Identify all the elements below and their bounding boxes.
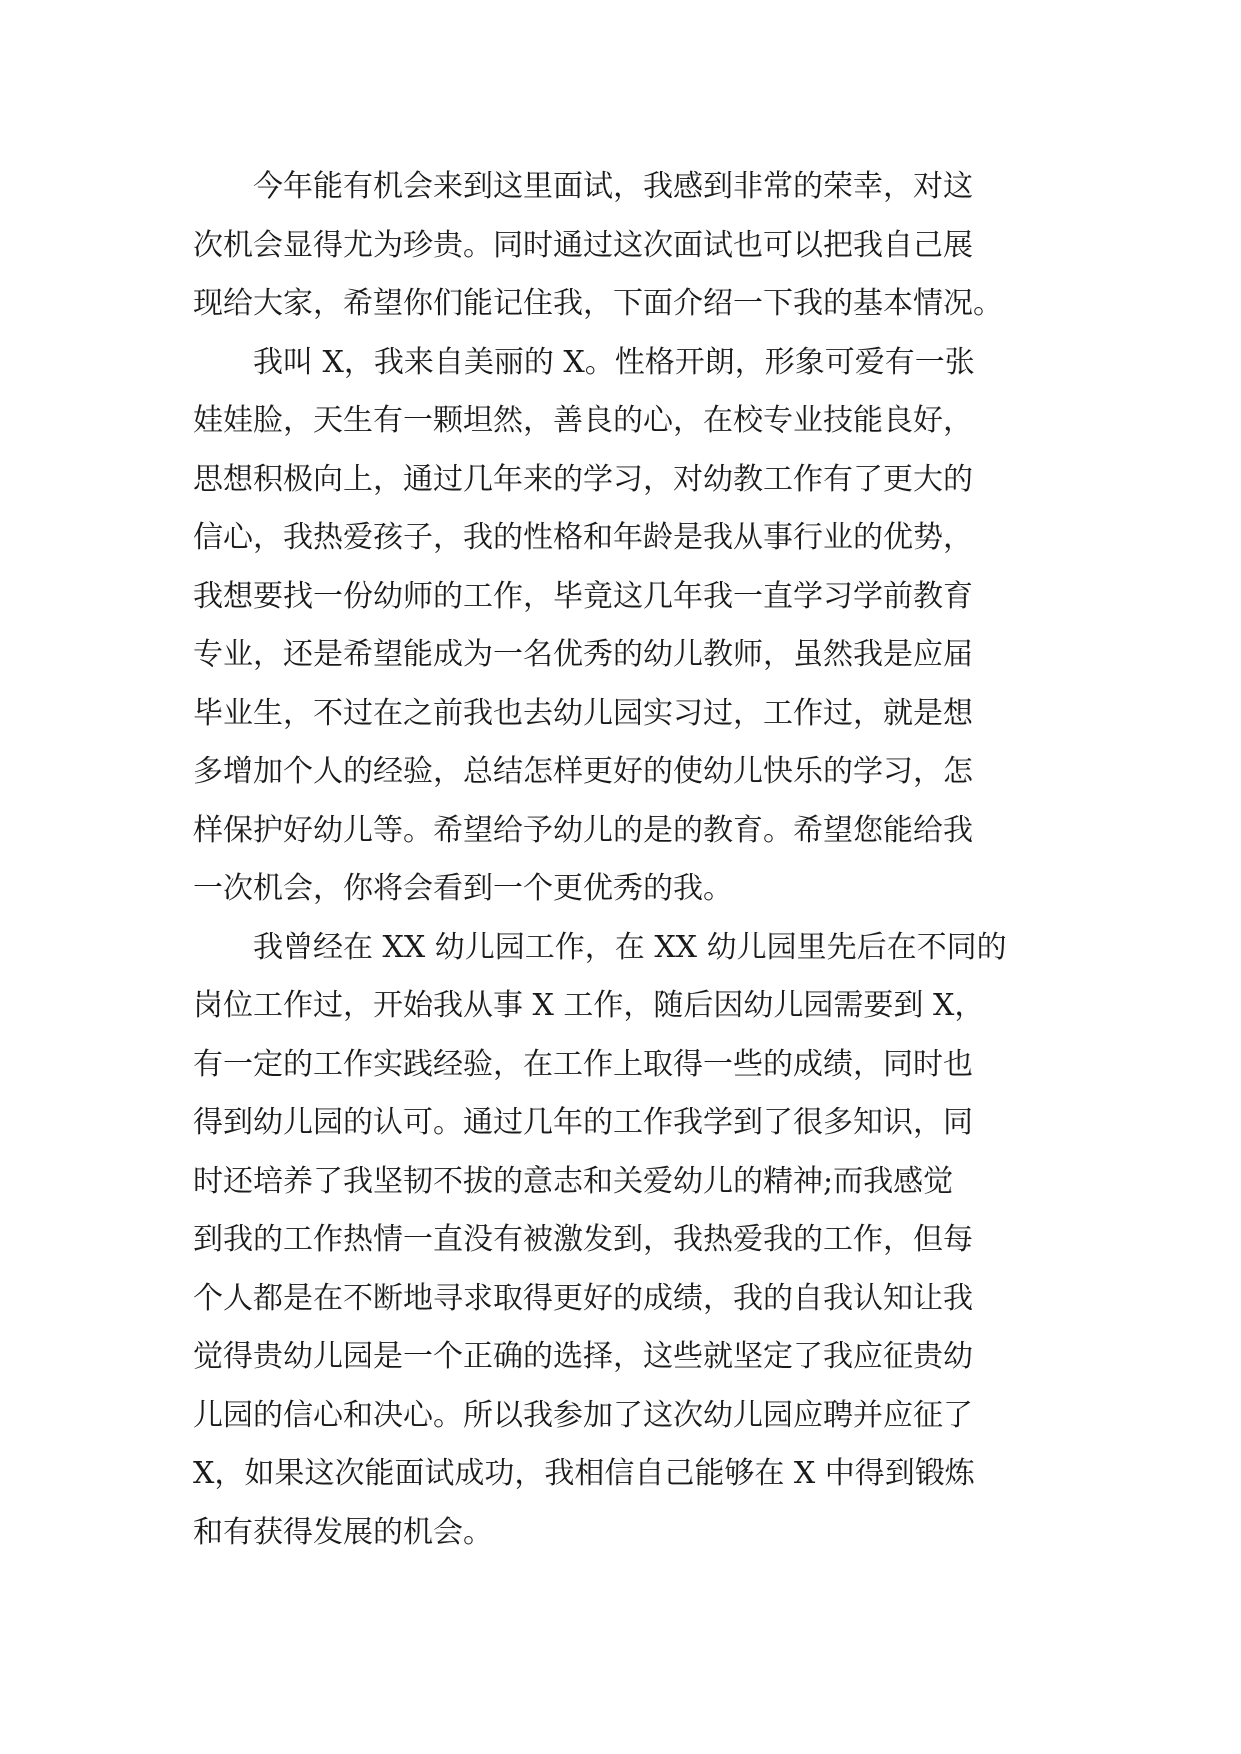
text-line: 儿园的信心和决心。所以我参加了这次幼儿园应聘并应征了 — [193, 1397, 973, 1433]
document-body — [193, 158, 1053, 1562]
text-line: 信心，我热爱孩子，我的性格和年龄是我从事行业的优势， — [193, 520, 973, 555]
text-line: 思想积极向上，通过几年来的学习，对幼教工作有了更大的 — [193, 461, 973, 497]
text-line: 多增加个人的经验，总结怎样更好的使幼儿快乐的学习，怎 — [193, 754, 973, 789]
text-line: 到我的工作热情一直没有被激发到，我热爱我的工作，但每 — [193, 1222, 973, 1257]
text-line: 我叫 X，我来自美丽的 X。性格开朗，形象可爱有一张 — [193, 344, 975, 380]
text-line: 次机会显得尤为珍贵。同时通过这次面试也可以把我自己展 — [193, 227, 973, 263]
text-line: 有一定的工作实践经验，在工作上取得一些的成绩，同时也 — [193, 1046, 973, 1082]
text-line: 觉得贵幼儿园是一个正确的选择，这些就坚定了我应征贵幼 — [193, 1339, 973, 1374]
text-line: X，如果这次能面试成功，我相信自己能够在 X 中得到锻炼 — [193, 1456, 975, 1491]
text-line: 今年能有机会来到这里面试，我感到非常的荣幸，对这 — [193, 169, 973, 204]
text-line: 毕业生，不过在之前我也去幼儿园实习过，工作过，就是想 — [193, 695, 973, 731]
text-line: 我曾经在 XX 幼儿园工作，在 XX 幼儿园里先后在不同的 — [193, 929, 1007, 965]
paragraph-work-experience — [193, 919, 1053, 1563]
text-line: 个人都是在不断地寻求取得更好的成绩，我的自我认知让我 — [193, 1280, 973, 1316]
text-line: 娃娃脸，天生有一颗坦然，善良的心，在校专业技能良好， — [193, 403, 973, 438]
text-line: 我想要找一份幼师的工作，毕竟这几年我一直学习学前教育 — [193, 578, 973, 614]
paragraph-intro — [193, 158, 1053, 334]
text-line: 时还培养了我坚韧不拔的意志和关爱幼儿的精神;而我感觉 — [193, 1163, 954, 1199]
paragraph-self-introduction — [193, 334, 1053, 919]
text-line: 专业，还是希望能成为一名优秀的幼儿教师，虽然我是应届 — [193, 637, 973, 672]
text-line: 得到幼儿园的认可。通过几年的工作我学到了很多知识，同 — [193, 1105, 973, 1140]
text-line: 一次机会，你将会看到一个更优秀的我。 — [193, 871, 733, 906]
text-line: 样保护好幼儿等。希望给予幼儿的是的教育。希望您能给我 — [193, 812, 973, 848]
text-line: 和有获得发展的机会。 — [193, 1514, 493, 1550]
text-line: 岗位工作过，开始我从事 X 工作，随后因幼儿园需要到 X， — [193, 988, 985, 1023]
text-line: 现给大家，希望你们能记住我，下面介绍一下我的基本情况。 — [193, 286, 1003, 321]
